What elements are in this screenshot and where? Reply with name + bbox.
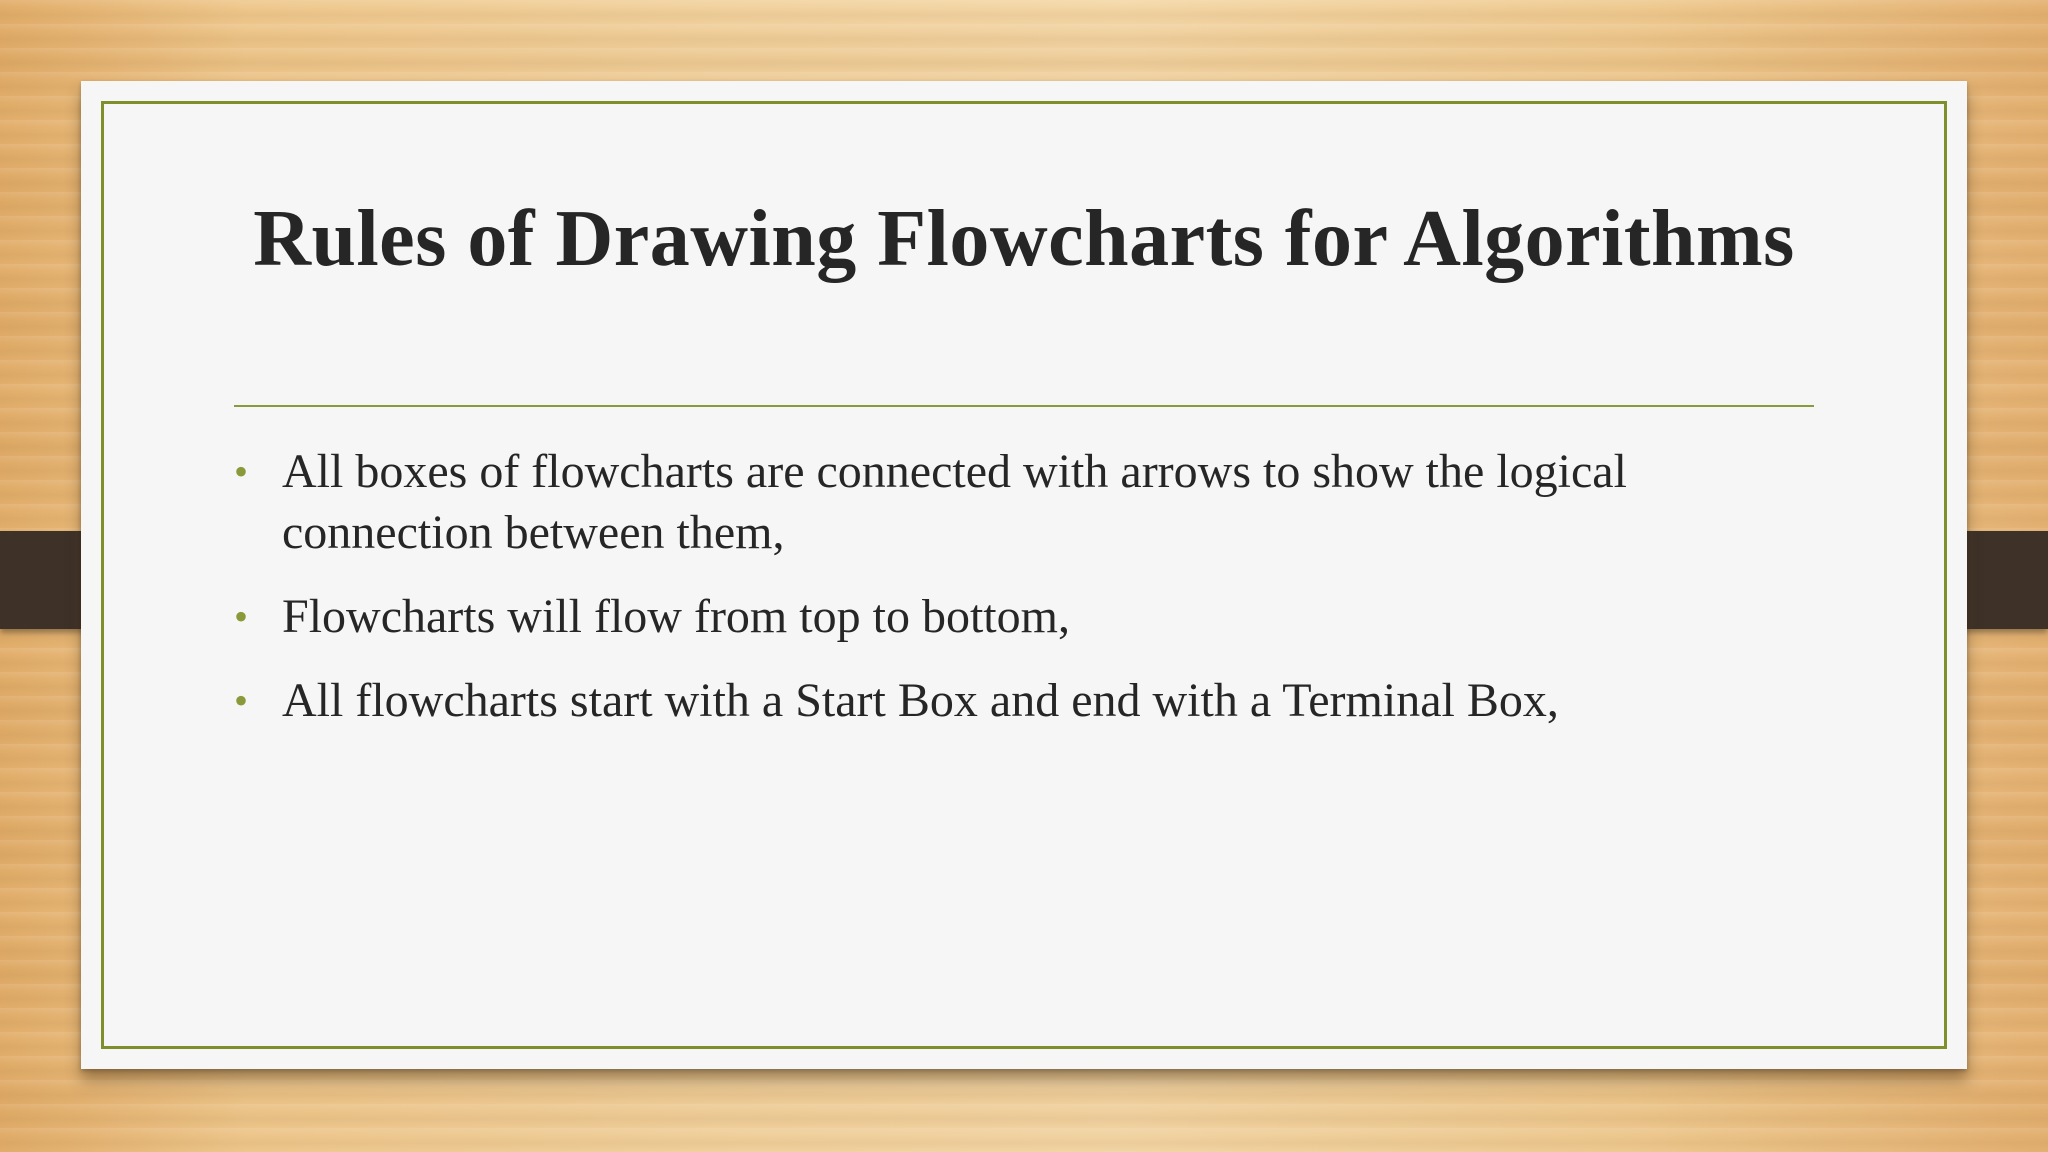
list-item bbox=[234, 586, 1794, 647]
slide-title: Rules of Drawing Flowcharts for Algorithms bbox=[253, 195, 1795, 283]
bullet-icon: • bbox=[234, 678, 249, 723]
bullet-text: All boxes of flowcharts are connected with arrows to show the logical connection between them, bbox=[282, 445, 1627, 559]
bullet-text: Flowcharts will flow from top to bottom, bbox=[282, 590, 1070, 643]
list-item bbox=[234, 441, 1794, 563]
title-divider bbox=[234, 405, 1814, 407]
bullet-list bbox=[234, 441, 1794, 754]
slide bbox=[81, 81, 1967, 1069]
bullet-icon: • bbox=[234, 449, 249, 494]
bullet-text: All flowcharts start with a Start Box and end with a Terminal Box, bbox=[282, 674, 1559, 727]
bullet-icon: • bbox=[234, 594, 249, 639]
list-item bbox=[234, 670, 1794, 731]
